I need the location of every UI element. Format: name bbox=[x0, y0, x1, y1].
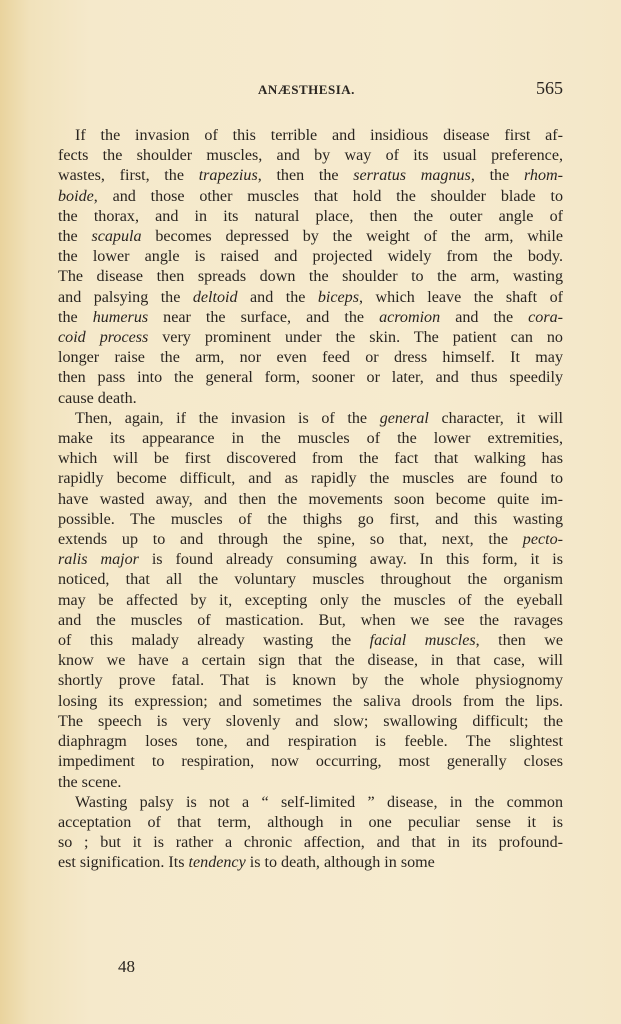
paragraph bbox=[58, 409, 563, 793]
body-text bbox=[58, 126, 563, 874]
text-line: which will be first discovered from the fact that walking has bbox=[58, 450, 563, 468]
page-header bbox=[130, 78, 563, 102]
text-line: and palsying the deltoid and the biceps, which leave the shaft of bbox=[58, 288, 563, 306]
text-line: the lower angle is raised and projected widely from the body. bbox=[58, 248, 563, 266]
text-line: If the invasion of this terrible and insidious disease first af- bbox=[75, 127, 563, 144]
text-line: acceptation of that term, although in one peculiar sense it is bbox=[58, 813, 563, 831]
paragraph bbox=[58, 793, 563, 874]
text-line: of this malady already wasting the facial muscles, then we bbox=[58, 632, 563, 650]
text-line: longer raise the arm, nor even feed or dress himself. It may bbox=[58, 349, 563, 367]
text-line: rapidly become difficult, and as rapidly the muscles are found to bbox=[58, 470, 563, 488]
italic-term: pecto- bbox=[522, 531, 563, 549]
italic-term: biceps bbox=[317, 288, 359, 306]
signature-mark: 48 bbox=[118, 957, 135, 976]
italic-term: acromion bbox=[379, 308, 441, 326]
text-line: losing its expression; and sometimes the saliva drools from the lips. bbox=[58, 692, 563, 710]
text-line: the thorax, and in its natural place, then the outer angle of bbox=[58, 207, 563, 225]
page-number: 565 bbox=[536, 78, 563, 98]
italic-term: facial muscles bbox=[369, 632, 476, 650]
text-line: est signification. Its tendency is to death, although in some bbox=[58, 854, 435, 872]
text-line: the scapula becomes depressed by the weight of the arm, while bbox=[58, 228, 563, 246]
text-line: make its appearance in the muscles of the lower extremities, bbox=[58, 430, 563, 448]
italic-term: boide bbox=[58, 187, 94, 205]
italic-term: humerus bbox=[92, 308, 149, 326]
italic-term: trapezius bbox=[198, 167, 258, 185]
italic-term: general bbox=[379, 409, 429, 427]
italic-term: rhom- bbox=[523, 167, 564, 185]
text-line: Then, again, if the invasion is of the general character, it will bbox=[75, 409, 564, 427]
text-line: so ; but it is rather a chronic affection, and that in its profound- bbox=[58, 834, 563, 852]
text-line: know we have a certain sign that the disease, in that case, will bbox=[58, 652, 563, 670]
text-line: The speech is very slovenly and slow; swallowing difficult; the bbox=[58, 712, 563, 730]
text-line: shortly prove fatal. That is known by the whole physiognomy bbox=[58, 672, 563, 690]
text-line: noticed, that all the voluntary muscles throughout the organism bbox=[58, 571, 563, 589]
text-line: have wasted away, and then the movements soon become quite im- bbox=[58, 490, 563, 508]
text-line: Wasting palsy is not a “ self-limited ” disease, in the common bbox=[75, 793, 563, 811]
italic-term: coid process bbox=[58, 329, 149, 347]
text-line: diaphragm loses tone, and respiration is feeble. The slightest bbox=[58, 733, 563, 751]
text-line: The disease then spreads down the shoulder to the arm, wasting bbox=[58, 268, 563, 286]
text-line: wastes, first, the trapezius, then the serratus magnus, the rhom- bbox=[58, 167, 564, 185]
italic-term: cora- bbox=[528, 308, 564, 326]
italic-term: deltoid bbox=[192, 288, 238, 306]
italic-term: serratus magnus bbox=[353, 167, 471, 185]
text-line: the scene. bbox=[58, 773, 122, 791]
text-line: the humerus near the surface, and the acromion and the cora- bbox=[58, 308, 564, 326]
text-line: extends up to and through the spine, so that, next, the pecto- bbox=[58, 531, 563, 549]
text-line: impediment to respiration, now occurring, most generally closes bbox=[58, 753, 563, 771]
text-line: and the muscles of mastication. But, when we see the ravages bbox=[58, 611, 563, 629]
paragraph bbox=[58, 126, 563, 409]
text-line: then pass into the general form, sooner or later, and thus speedily bbox=[58, 369, 563, 387]
text-line: possible. The muscles of the thighs go first, and this wasting bbox=[58, 510, 563, 528]
italic-term: tendency bbox=[188, 854, 246, 872]
text-line: boide, and those other muscles that hold the shoulder blade to bbox=[58, 187, 563, 205]
italic-term: ralis major bbox=[58, 551, 139, 569]
running-head: ANÆSTHESIA. bbox=[258, 82, 355, 97]
text-line: fects the shoulder muscles, and by way of its usual preference, bbox=[58, 147, 563, 165]
text-line: may be affected by it, excepting only the muscles of the eyeball bbox=[58, 591, 563, 609]
text-line: ralis major is found already consuming away. In this form, it is bbox=[58, 551, 564, 569]
italic-term: scapula bbox=[91, 228, 142, 246]
text-line: cause death. bbox=[58, 389, 137, 407]
text-line: coid process very prominent under the skin. The patient can no bbox=[58, 329, 563, 347]
